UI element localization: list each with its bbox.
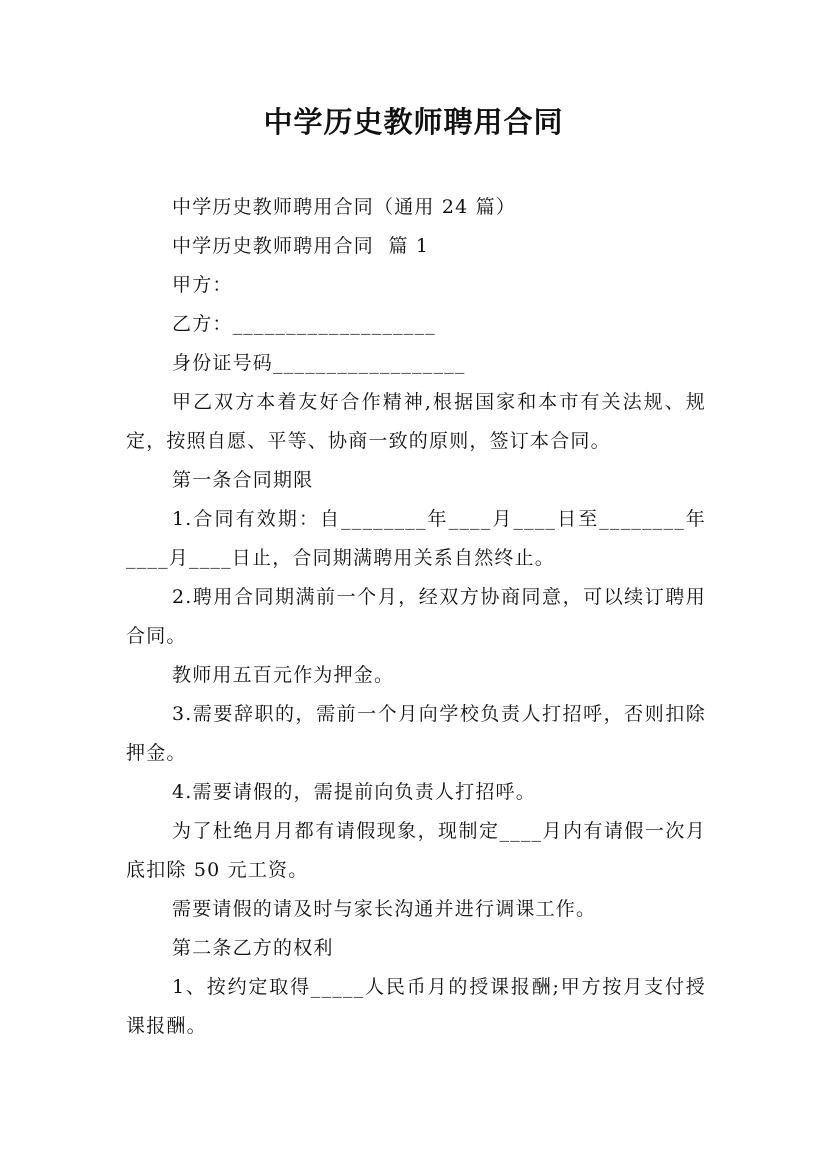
- paragraph-leave-deduction: 为了杜绝月月都有请假现象，现制定____月内有请假一次月底扣除 50 元工资。: [126, 820, 706, 881]
- paragraph-remuneration: 1、按约定取得_____人民币月的授课报酬;甲方按月支付授课报酬。: [126, 976, 706, 1037]
- document-body: [126, 188, 706, 1046]
- paragraph-leave-communication: 需要请假的请及时与家长沟通并进行调课工作。: [172, 898, 597, 920]
- document-title: 中学历史教师聘用合同: [263, 105, 564, 139]
- paragraph-article-2-heading: 第二条乙方的权利: [172, 937, 334, 959]
- paragraph-resignation: 3.需要辞职的，需前一个月向学校负责人打招呼，否则扣除押金。: [126, 703, 706, 764]
- paragraph-subtitle: 中学历史教师聘用合同（通用 24 篇）: [172, 196, 517, 218]
- paragraph-deposit: 教师用五百元作为押金。: [172, 664, 395, 686]
- paragraph-article-1-heading: 第一条合同期限: [172, 469, 314, 491]
- paragraph-section-heading: 中学历史教师聘用合同 篇 1: [172, 235, 430, 257]
- paragraph-term: 1.合同有效期：自________年____月____日至________年____月____日止，合同期满聘用关系自然终止。: [126, 508, 706, 569]
- paragraph-renewal: 2.聘用合同期满前一个月，经双方协商同意，可以续订聘用合同。: [126, 586, 706, 647]
- paragraph-leave: 4.需要请假的，需提前向负责人打招呼。: [172, 781, 536, 803]
- paragraph-preamble: 甲乙双方本着友好合作精神,根据国家和本市有关法规、规定，按照自愿、平等、协商一致的原则，签订本合同。: [126, 391, 706, 452]
- paragraph-id-number: 身份证号码__________________: [172, 352, 466, 374]
- paragraph-party-b: 乙方：___________________: [172, 313, 436, 335]
- paragraph-party-a: 甲方：: [172, 274, 233, 296]
